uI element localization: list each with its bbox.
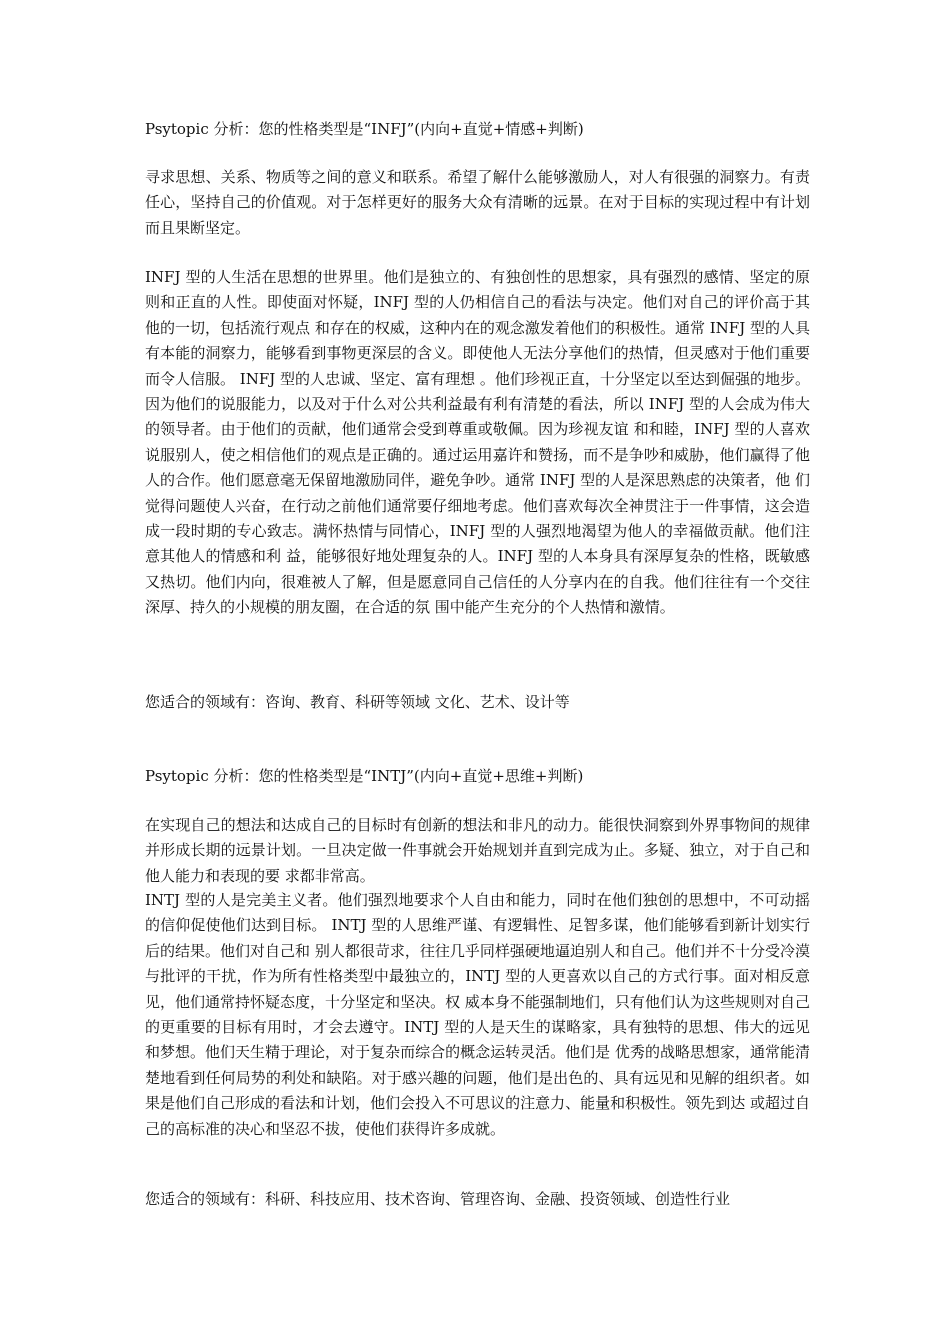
intj-intro-paragraph: 在实现自己的想法和达成自己的目标时有创新的想法和非凡的动力。能很快洞察到外界事物间的规律并形成长期的远景计划。一旦决定做一件事就会开始规划并直到完成为止。多疑、独立，对于自己和他人能力和表现的要 求都非常高。: [145, 816, 810, 885]
infj-body-paragraph: INFJ 型的人生活在思想的世界里。他们是独立的、有独创性的思想家，具有强烈的感情、坚定的原则和正直的人性。即使面对怀疑，INFJ 型的人仍相信自己的看法与决定。他们对自己的评价高于其他的一切，包括流行观点 和存在的权威，这种内在的观念激发着他们的积极性。通常 INFJ 型的人具有本能的洞察力，能够看到事物更深层的含义。即使他人无法分享他们的热情，但灵感对于他们重要而令人信服。 INFJ 型的人忠诚、坚定、富有理想 。他们珍视正直，十分坚定以至达到倔强的地步。因为他们的说服能力，以及对于什么对公共利益最有利有清楚的看法，所以 INFJ 型的人会成为伟大的领导者。由于他们的贡献，他们通常会受到尊重或敬佩。因为珍视友谊 和和睦，INFJ 型的人喜欢说服别人，使之相信他们的观点是正确的。通过运用嘉许和赞扬，而不是争吵和威胁，他们赢得了他人的合作。他们愿意毫无保留地激励同伴，避免争吵。通常 INFJ 型的人是深思熟虑的决策者，他 们觉得问题使人兴奋，在行动之前他们通常要仔细地考虑。他们喜欢每次全神贯注于一件事情，这会造成一段时期的专心致志。满怀热情与同情心，INFJ 型的人强烈地渴望为他人的幸福做贡献。他们注意其他人的情感和利 益，能够很好地处理复杂的人。INFJ 型的人本身具有深厚复杂的性格，既敏感又热切。他们内向，很难被人了解，但是愿意同自己信任的人分享内在的自我。他们往往有一个交往深厚、持久的小规模的朋友圈，在合适的氛 围中能产生充分的个人热情和激情。: [145, 268, 810, 617]
infj-suitable-fields: 您适合的领域有：咨询、教育、科研等领域 文化、艺术、设计等: [145, 693, 570, 711]
intj-suitable-fields: 您适合的领域有：科研、科技应用、技术咨询、管理咨询、金融、投资领域、创造性行业: [145, 1190, 731, 1208]
infj-heading: Psytopic 分析：您的性格类型是“INFJ”(内向+直觉+情感+判断): [145, 120, 584, 138]
intj-heading: Psytopic 分析：您的性格类型是“INTJ”(内向+直觉+思维+判断): [145, 767, 584, 785]
infj-intro-paragraph: 寻求思想、关系、物质等之间的意义和联系。希望了解什么能够激励人，对人有很强的洞察力。有责任心，坚持自己的价值观。对于怎样更好的服务大众有清晰的远景。在对于目标的实现过程中有计划而且果断坚定。: [145, 168, 810, 237]
intj-body-paragraph: INTJ 型的人是完美主义者。他们强烈地要求个人自由和能力，同时在他们独创的思想中，不可动摇的信仰促使他们达到目标。 INTJ 型的人思维严谨、有逻辑性、足智多谋，他们能够看到新计划实行后的结果。他们对自己和 别人都很苛求，往往几乎同样强硬地逼迫别人和自己。他们并不十分受冷漠与批评的干扰，作为所有性格类型中最独立的，INTJ 型的人更喜欢以自己的方式行事。面对相反意见，他们通常持怀疑态度，十分坚定和坚决。权 威本身不能强制地们，只有他们认为这些规则对自己的更重要的目标有用时，才会去遵守。INTJ 型的人是天生的谋略家，具有独特的思想、伟大的远见和梦想。他们天生精于理论，对于复杂而综合的概念运转灵活。他们是 优秀的战略思想家，通常能清楚地看到任何局势的利处和缺陷。对于感兴趣的问题，他们是出色的、具有远见和见解的组织者。如果是他们自己形成的看法和计划，他们会投入不可思议的注意力、能量和积极性。领先到达 或超过自己的高标准的决心和坚忍不拔，使他们获得许多成就。: [145, 891, 810, 1138]
